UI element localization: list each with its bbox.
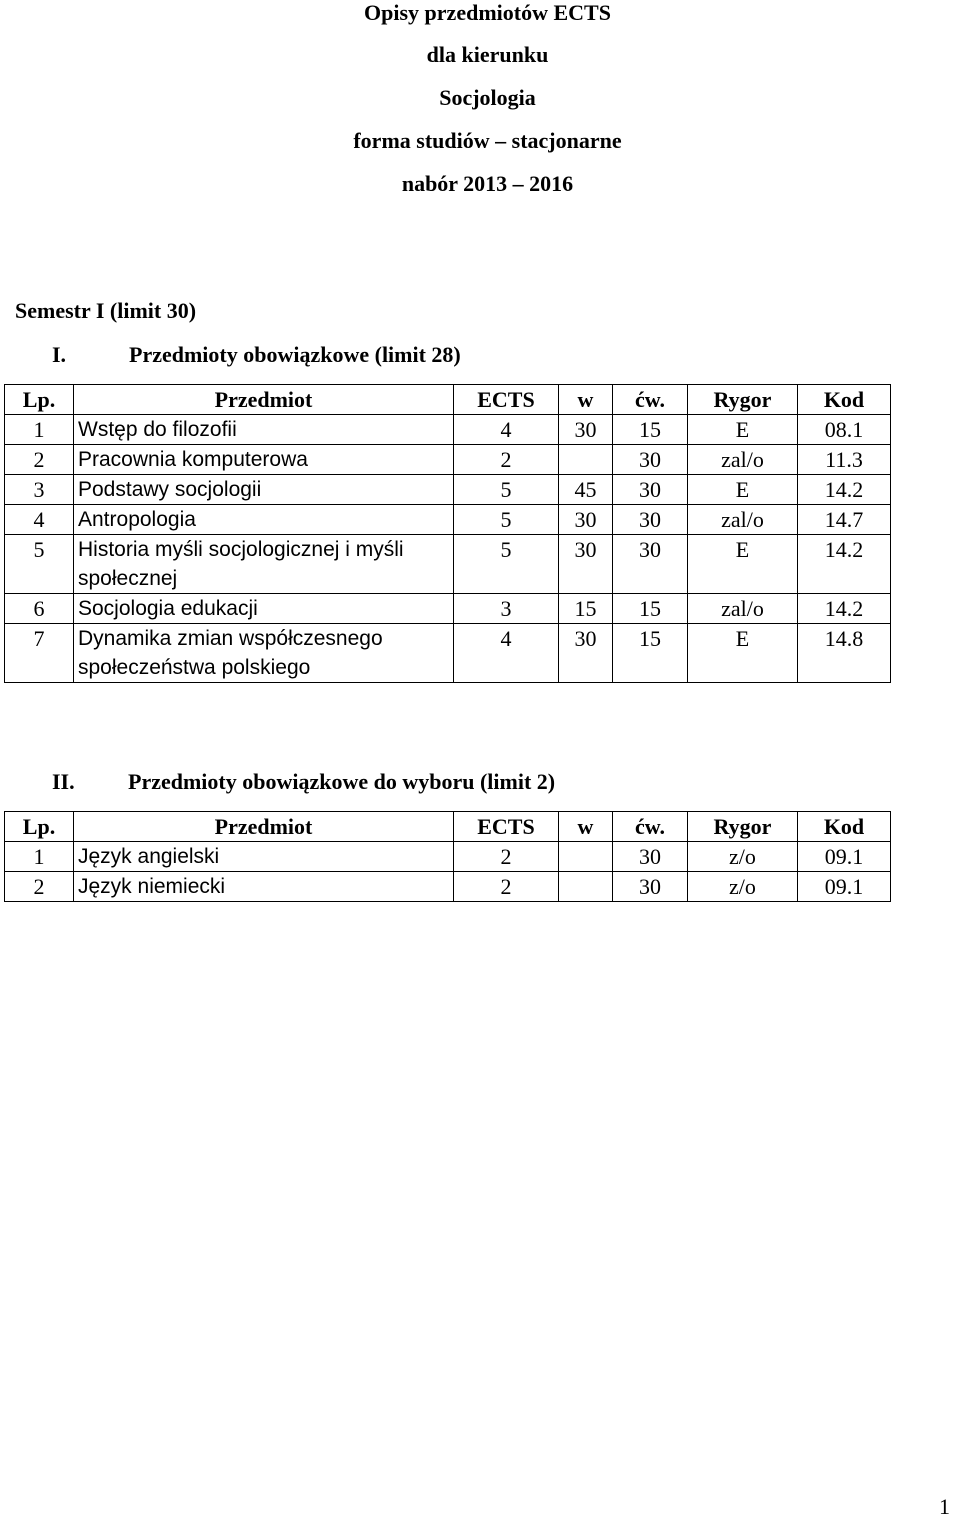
row-kod: 11.3 bbox=[798, 445, 891, 475]
column-header-ects: ECTS bbox=[454, 812, 559, 842]
row-w: 30 bbox=[559, 415, 613, 445]
row-kod: 14.2 bbox=[798, 475, 891, 505]
section-1-number: I. bbox=[52, 342, 67, 367]
table-header-row bbox=[5, 385, 891, 415]
column-header-rygor: Rygor bbox=[688, 812, 798, 842]
row-ects: 2 bbox=[454, 842, 559, 872]
row-subject: Dynamika zmian współczesnego społeczeństwa polskiego bbox=[74, 624, 454, 683]
row-rygor: zal/o bbox=[688, 505, 798, 535]
row-ects: 2 bbox=[454, 872, 559, 902]
row-w bbox=[559, 872, 613, 902]
row-cw: 30 bbox=[613, 475, 688, 505]
column-header-rygor: Rygor bbox=[688, 385, 798, 415]
row-ects: 5 bbox=[454, 505, 559, 535]
row-ects: 4 bbox=[454, 624, 559, 683]
row-cw: 15 bbox=[613, 594, 688, 624]
row-ects: 5 bbox=[454, 475, 559, 505]
table-row bbox=[5, 535, 891, 594]
row-w bbox=[559, 445, 613, 475]
column-header-w: w bbox=[559, 812, 613, 842]
column-header-kod: Kod bbox=[798, 812, 891, 842]
row-lp: 2 bbox=[5, 445, 74, 475]
column-header-cw: ćw. bbox=[613, 812, 688, 842]
column-header-cw: ćw. bbox=[613, 385, 688, 415]
section-2-heading bbox=[52, 769, 556, 795]
row-subject: Język angielski bbox=[74, 842, 454, 872]
row-subject: Podstawy socjologii bbox=[74, 475, 454, 505]
row-w: 30 bbox=[559, 535, 613, 594]
column-header-ects: ECTS bbox=[454, 385, 559, 415]
row-lp: 1 bbox=[5, 842, 74, 872]
column-header-subject: Przedmiot bbox=[74, 385, 454, 415]
row-rygor: zal/o bbox=[688, 594, 798, 624]
row-subject: Język niemiecki bbox=[74, 872, 454, 902]
row-subject: Historia myśli socjologicznej i myśli społecznej bbox=[74, 535, 454, 594]
table-header-row bbox=[5, 812, 891, 842]
section-1-heading bbox=[52, 342, 461, 368]
row-lp: 6 bbox=[5, 594, 74, 624]
row-lp: 1 bbox=[5, 415, 74, 445]
row-cw: 30 bbox=[613, 505, 688, 535]
document-title: Opisy przedmiotów ECTS bbox=[364, 0, 611, 25]
row-rygor: E bbox=[688, 535, 798, 594]
row-cw: 30 bbox=[613, 445, 688, 475]
row-w: 15 bbox=[559, 594, 613, 624]
row-kod: 09.1 bbox=[798, 842, 891, 872]
table-row bbox=[5, 475, 891, 505]
page-number: 1 bbox=[939, 1494, 950, 1519]
section-2-title: Przedmioty obowiązkowe do wyboru (limit 2) bbox=[128, 769, 556, 794]
enrollment-years: nabór 2013 – 2016 bbox=[401, 171, 574, 196]
column-header-lp: Lp. bbox=[5, 812, 74, 842]
row-rygor: z/o bbox=[688, 872, 798, 902]
row-subject: Socjologia edukacji bbox=[74, 594, 454, 624]
row-cw: 15 bbox=[613, 415, 688, 445]
table-row bbox=[5, 594, 891, 624]
table-row bbox=[5, 624, 891, 683]
row-kod: 09.1 bbox=[798, 872, 891, 902]
column-header-w: w bbox=[559, 385, 613, 415]
row-lp: 2 bbox=[5, 872, 74, 902]
row-rygor: zal/o bbox=[688, 445, 798, 475]
column-header-lp: Lp. bbox=[5, 385, 74, 415]
section-2-number: II. bbox=[52, 769, 75, 794]
table-row bbox=[5, 872, 891, 902]
row-rygor: E bbox=[688, 475, 798, 505]
row-cw: 30 bbox=[613, 842, 688, 872]
row-lp: 3 bbox=[5, 475, 74, 505]
row-w bbox=[559, 842, 613, 872]
column-header-subject: Przedmiot bbox=[74, 812, 454, 842]
row-w: 30 bbox=[559, 505, 613, 535]
row-rygor: z/o bbox=[688, 842, 798, 872]
row-kod: 14.2 bbox=[798, 594, 891, 624]
row-kod: 14.8 bbox=[798, 624, 891, 683]
row-subject: Antropologia bbox=[74, 505, 454, 535]
row-lp: 7 bbox=[5, 624, 74, 683]
column-header-kod: Kod bbox=[798, 385, 891, 415]
row-cw: 30 bbox=[613, 535, 688, 594]
row-subject: Wstęp do filozofii bbox=[74, 415, 454, 445]
row-w: 45 bbox=[559, 475, 613, 505]
row-rygor: E bbox=[688, 624, 798, 683]
row-subject: Pracownia komputerowa bbox=[74, 445, 454, 475]
row-ects: 5 bbox=[454, 535, 559, 594]
table-row bbox=[5, 445, 891, 475]
row-kod: 14.7 bbox=[798, 505, 891, 535]
mandatory-subjects-table bbox=[4, 384, 891, 683]
row-kod: 08.1 bbox=[798, 415, 891, 445]
row-cw: 15 bbox=[613, 624, 688, 683]
row-kod: 14.2 bbox=[798, 535, 891, 594]
table-row bbox=[5, 505, 891, 535]
row-cw: 30 bbox=[613, 872, 688, 902]
field-of-study: Socjologia bbox=[439, 85, 536, 110]
row-lp: 4 bbox=[5, 505, 74, 535]
study-mode: forma studiów – stacjonarne bbox=[353, 128, 622, 153]
row-lp: 5 bbox=[5, 535, 74, 594]
row-rygor: E bbox=[688, 415, 798, 445]
row-ects: 4 bbox=[454, 415, 559, 445]
document-subtitle-kierunek: dla kierunku bbox=[426, 42, 549, 67]
semester-heading: Semestr I (limit 30) bbox=[15, 298, 197, 323]
table-row bbox=[5, 415, 891, 445]
elective-subjects-table bbox=[4, 811, 891, 902]
row-w: 30 bbox=[559, 624, 613, 683]
row-ects: 2 bbox=[454, 445, 559, 475]
table-row bbox=[5, 842, 891, 872]
section-1-title: Przedmioty obowiązkowe (limit 28) bbox=[129, 342, 461, 367]
row-ects: 3 bbox=[454, 594, 559, 624]
